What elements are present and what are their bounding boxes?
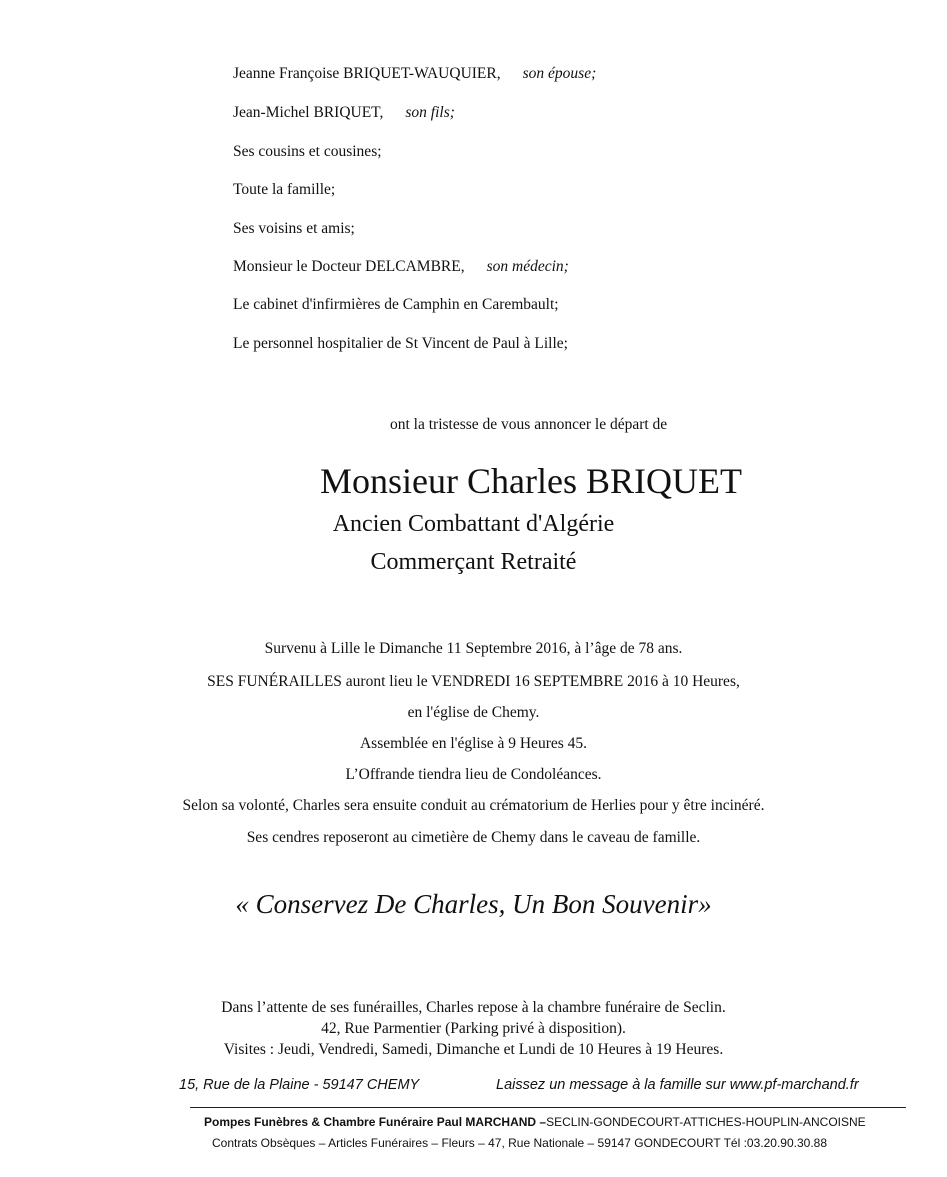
family-name: Jeanne Françoise BRIQUET-WAUQUIER, bbox=[233, 65, 501, 82]
footer-contacts: Contrats Obsèques – Articles Funéraires – Fleurs – 47, Rue Nationale – 59147 GONDECOURT Tél :03.20.90.30.88 bbox=[212, 1136, 827, 1150]
detail-line: Ses cendres reposeront au cimetière de Chemy dans le caveau de famille. bbox=[246, 829, 701, 846]
detail-line: L’Offrande tiendra lieu de Condoléances. bbox=[345, 766, 602, 783]
deceased-name: Monsieur Charles BRIQUET bbox=[320, 461, 742, 501]
footer-divider bbox=[190, 1107, 906, 1108]
visit-line: Dans l’attente de ses funérailles, Charles repose à la chambre funéraire de Seclin. bbox=[221, 999, 726, 1016]
family-line-5 bbox=[233, 220, 355, 238]
footer-company bbox=[204, 1115, 866, 1129]
family-name: Toute la famille; bbox=[233, 181, 336, 198]
deceased-title-2: Commerçant Retraité bbox=[370, 549, 577, 575]
footer-address: 15, Rue de la Plaine - 59147 CHEMY bbox=[179, 1077, 420, 1093]
family-name: Monsieur le Docteur DELCAMBRE, bbox=[233, 258, 465, 275]
detail-line: Survenu à Lille le Dimanche 11 Septembre 2016, à l’âge de 78 ans. bbox=[264, 640, 683, 657]
family-line-2 bbox=[233, 104, 455, 122]
family-line-6 bbox=[233, 258, 569, 276]
visit-line: Visites : Jeudi, Vendredi, Samedi, Dimanche et Lundi de 10 Heures à 19 Heures. bbox=[223, 1041, 724, 1058]
family-name: Le cabinet d'infirmières de Camphin en Carembault; bbox=[233, 296, 559, 313]
family-name: Jean-Michel BRIQUET, bbox=[233, 104, 384, 121]
visit-line: 42, Rue Parmentier (Parking privé à disposition). bbox=[321, 1020, 626, 1037]
family-name: Ses voisins et amis; bbox=[233, 220, 355, 237]
family-line-3 bbox=[233, 143, 382, 161]
company-locations: SECLIN-GONDECOURT-ATTICHES-HOUPLIN-ANCOISNE bbox=[546, 1115, 866, 1129]
family-line-1 bbox=[233, 65, 596, 83]
family-name: Ses cousins et cousines; bbox=[233, 143, 382, 160]
memorial-quote: « Conservez De Charles, Un Bon Souvenir» bbox=[235, 889, 712, 919]
family-name: Le personnel hospitalier de St Vincent de Paul à Lille; bbox=[233, 335, 568, 352]
family-role: son épouse; bbox=[522, 65, 597, 82]
detail-line: SES FUNÉRAILLES auront lieu le VENDREDI 16 SEPTEMBRE 2016 à 10 Heures, bbox=[207, 673, 740, 690]
detail-line: Selon sa volonté, Charles sera ensuite conduit au crématorium de Herlies pour y être incinéré. bbox=[182, 797, 765, 814]
detail-line: Assemblée en l'église à 9 Heures 45. bbox=[359, 735, 588, 752]
family-line-8 bbox=[233, 335, 568, 353]
company-name: Pompes Funèbres & Chambre Funéraire Paul MARCHAND – bbox=[204, 1115, 547, 1129]
deceased-title-1: Ancien Combattant d'Algérie bbox=[332, 511, 615, 537]
family-line-4 bbox=[233, 181, 335, 199]
announcement-intro: ont la tristesse de vous annoncer le départ de bbox=[390, 416, 668, 433]
family-role: son fils; bbox=[405, 104, 455, 121]
family-line-7 bbox=[233, 296, 559, 314]
detail-line: en l'église de Chemy. bbox=[407, 704, 540, 721]
family-role: son médecin; bbox=[486, 258, 569, 275]
footer-message: Laissez un message à la famille sur www.pf-marchand.fr bbox=[496, 1077, 859, 1093]
